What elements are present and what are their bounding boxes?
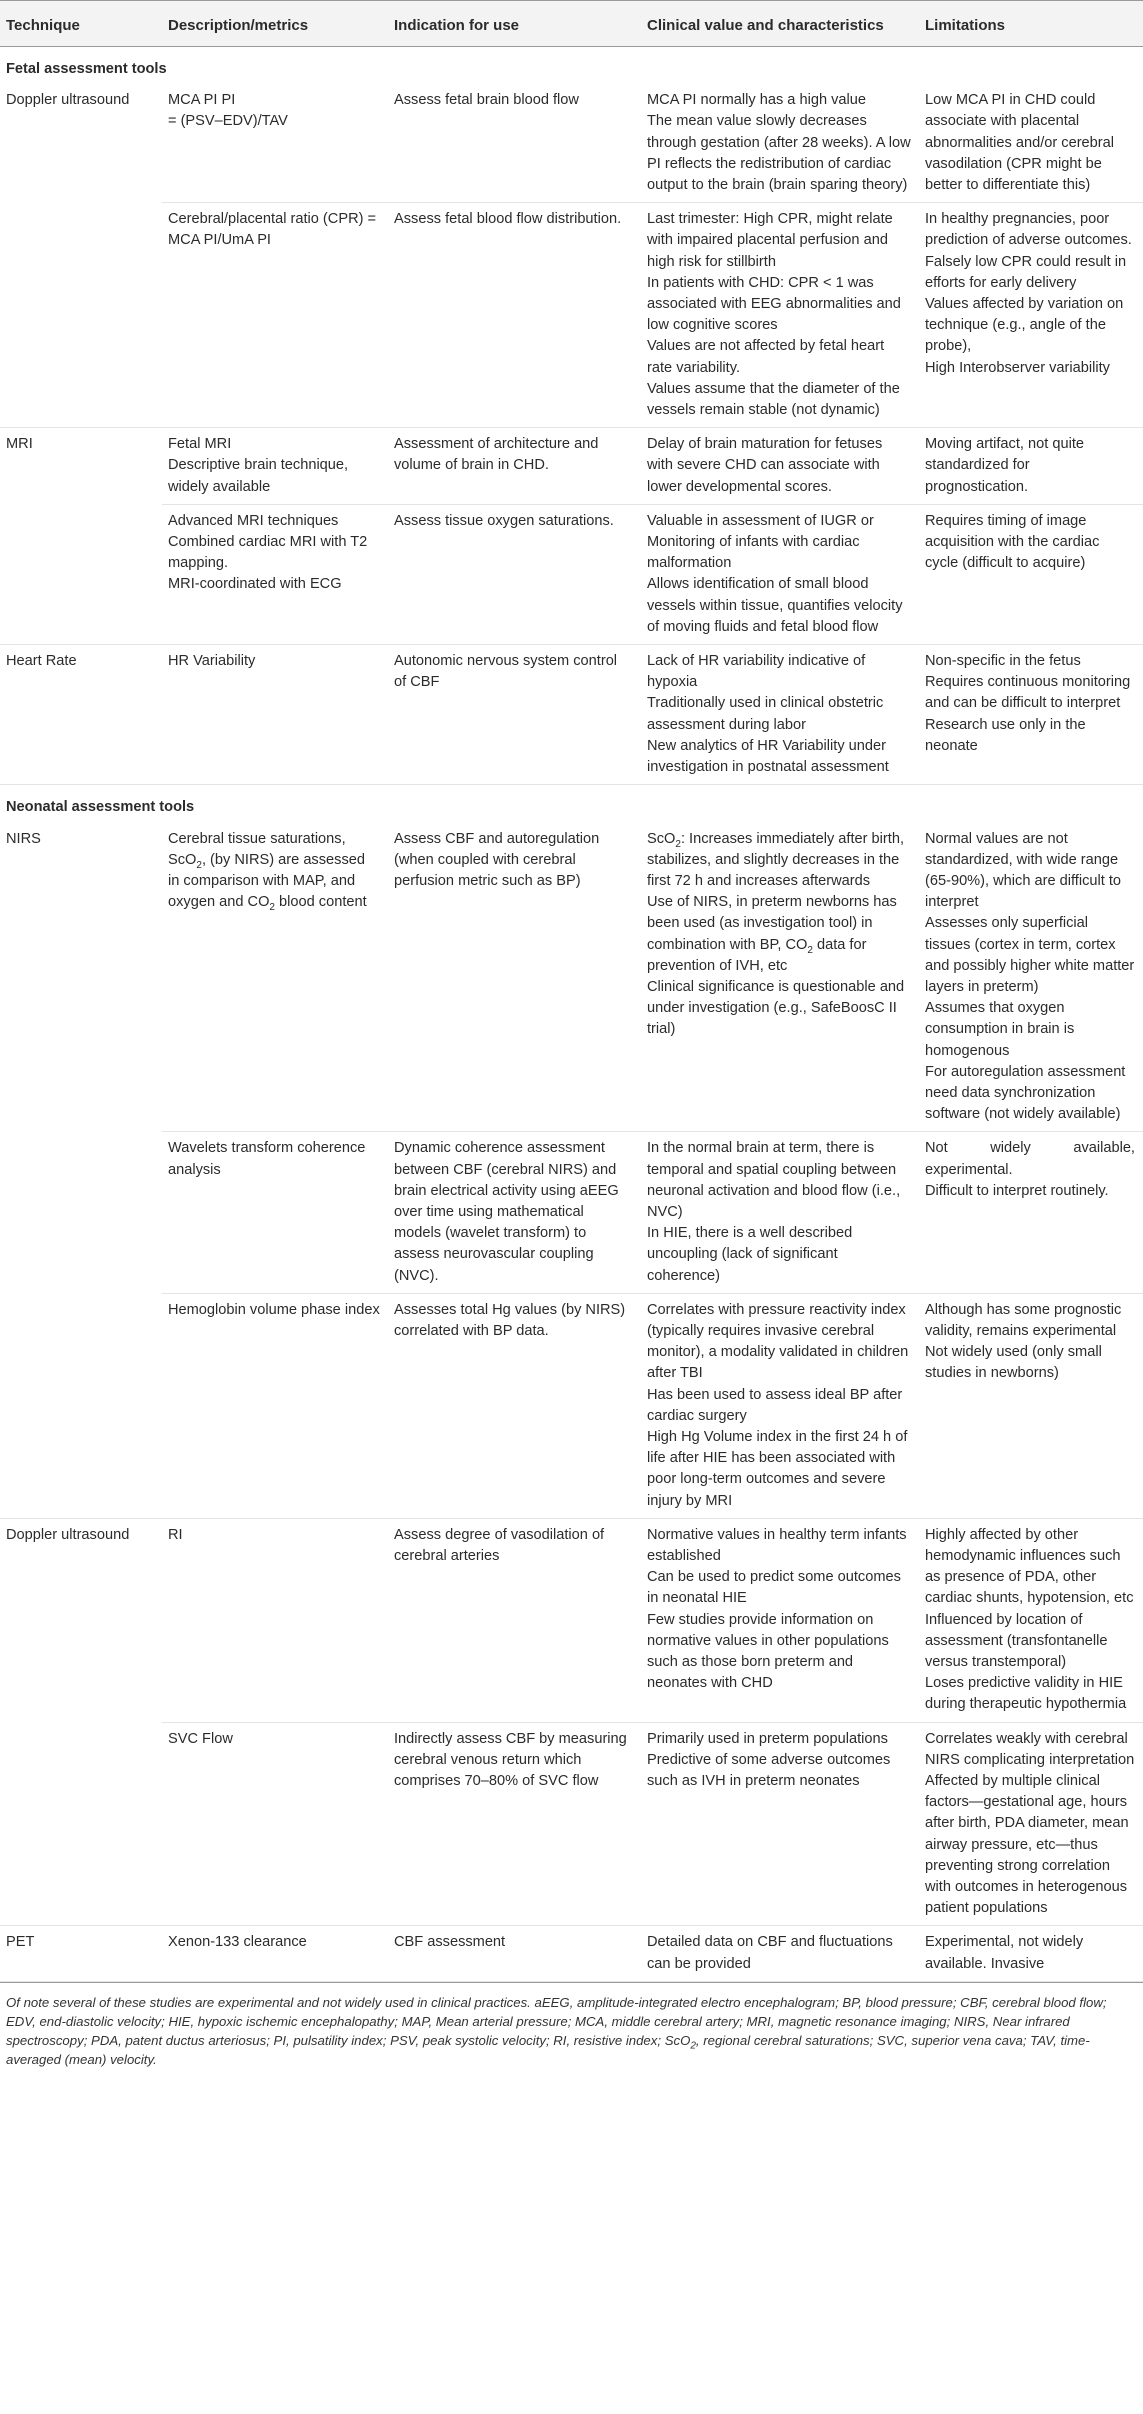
technique-cell <box>0 203 162 428</box>
table-body <box>0 47 1143 1982</box>
cell-line: New analytics of HR Variability under investigation in postnatal assessment <box>647 737 889 776</box>
table-row <box>0 1293 1143 1518</box>
indication-cell <box>388 823 641 1132</box>
technique-cell: Doppler ultrasound <box>6 1526 130 1543</box>
technique-cell: Heart Rate <box>0 645 162 785</box>
cell-line: Not widely available, experimental. <box>925 1140 1135 1178</box>
limitations-cell <box>919 645 1143 785</box>
cell-line: Fetal MRI <box>168 436 232 453</box>
cell-line: Correlates with pressure reactivity index (typically requires invasive cerebral monitor), a modality validated in children after TBI <box>647 1301 909 1382</box>
cell-line: = (PSV–EDV)/TAV <box>168 113 288 130</box>
cell-line: Assesses only superficial tissues (cortex in term, cortex and possibly higher white matter layers in preterm) <box>925 915 1135 995</box>
limitations-cell <box>919 1132 1143 1293</box>
cell-line: Moving artifact, not quite standardized for prognostication. <box>925 436 1084 495</box>
indication-cell <box>388 1926 641 1981</box>
cell-line: High Hg Volume index in the first 24 h of life after HIE has been associated with poor long-term outcomes and severe injury by MRI <box>647 1428 908 1509</box>
header-limitations: Limitations <box>919 1 1143 47</box>
cell-line: Valuable in assessment of IUGR or Monitoring of infants with cardiac malformation <box>647 512 874 572</box>
cell-line: Assess CBF and autoregulation <box>394 830 600 847</box>
cell-line: Not widely used (only small studies in newborns) <box>925 1344 1102 1382</box>
cell-line: Non-specific in the fetus <box>925 653 1081 670</box>
cell-line: Indirectly assess CBF by measuring cerebral venous return which comprises 70–80% of SVC flow <box>394 1730 627 1790</box>
cell-line: Although has some prognostic validity, remains experimental <box>925 1301 1122 1339</box>
cell-line: Lack of HR variability indicative of hypoxia <box>647 653 866 691</box>
cell-line: High Interobserver variability <box>925 359 1110 376</box>
limitations-cell <box>919 1926 1143 1981</box>
cell-line: Experimental, not widely available. Invasive <box>925 1934 1084 1972</box>
cell-line: Detailed data on CBF and fluctuations can be provided <box>647 1934 893 1972</box>
cell-line: Assessment of architecture and volume of brain in CHD. <box>394 436 599 474</box>
indication-cell <box>388 1132 641 1293</box>
clinical-value-cell <box>641 504 919 644</box>
clinical-value-cell <box>641 203 919 428</box>
cell-line: Can be used to predict some outcomes in neonatal HIE <box>647 1569 901 1607</box>
cell-line: Cerebral/placental ratio (CPR) = MCA PI/UmA PI <box>168 211 377 249</box>
technique-cell: MRI <box>6 436 33 453</box>
description-cell <box>162 1518 388 1722</box>
table-header-row <box>0 1 1143 47</box>
cell-line: MCA PI PI <box>168 92 236 109</box>
cell-line: Cerebral tissue saturations, ScO$_2$, (by NIRS) are assessed in comparison with MAP, and oxygen and $CO_2$ blood content <box>168 830 367 914</box>
section-header-row <box>0 47 1143 85</box>
cell-line: Loses predictive validity in HIE during therapeutic hypothermia <box>925 1675 1127 1713</box>
cell-line: Predictive of some adverse outcomes such as IVH in preterm neonates <box>647 1751 891 1790</box>
cell-line: MCA PI normally has a high value <box>647 92 867 109</box>
description-cell <box>162 84 388 203</box>
table-row <box>0 428 1143 505</box>
cell-line: Descriptive brain technique, widely available <box>168 457 349 495</box>
table-row <box>0 1132 1143 1293</box>
cell-line: Normal values are not standardized, with wide range (65-90%), which are difficult to interpret <box>925 830 1122 911</box>
clinical-value-cell <box>641 1926 919 1981</box>
cell-line: Values are not affected by fetal heart rate variability. <box>647 338 885 376</box>
indication-cell <box>388 645 641 785</box>
clinical-value-cell <box>641 1132 919 1293</box>
table-row <box>0 1518 1143 1722</box>
table-row <box>0 1722 1143 1926</box>
cell-line: Advanced MRI techniques Combined cardiac MRI with T2 mapping. <box>168 512 368 572</box>
cell-line: Normative values in healthy term infants established <box>647 1526 907 1564</box>
cell-line: SVC Flow <box>168 1730 233 1747</box>
technique-cell <box>0 504 162 644</box>
cell-line: Difficult to interpret routinely. <box>925 1182 1109 1199</box>
cell-line: Clinical significance is questionable and under investigation (e.g., SafeBoosC II trial) <box>647 978 905 1038</box>
cell-line: Autonomic nervous system control of CBF <box>394 653 618 691</box>
cell-line: Assesses total Hg values (by NIRS) correlated with BP data. <box>394 1301 626 1339</box>
limitations-cell <box>919 504 1143 644</box>
indication-cell <box>388 428 641 505</box>
technique-cell <box>0 1722 162 1926</box>
table-row <box>0 84 1143 203</box>
cell-line: Assess fetal blood flow distribution. <box>394 211 622 228</box>
clinical-value-cell <box>641 428 919 505</box>
limitations-cell <box>919 428 1143 505</box>
section-title: Fetal assessment tools <box>6 61 167 77</box>
cell-line: HR Variability <box>168 653 256 670</box>
cell-line: Values assume that the diameter of the vessels remain stable (not dynamic) <box>647 380 900 419</box>
description-cell <box>162 1132 388 1293</box>
indication-cell <box>388 1293 641 1518</box>
section-title: Neonatal assessment tools <box>6 799 195 816</box>
cell-line: Few studies provide information on normative values in other populations such as those born preterm and neonates with CHD <box>647 1611 889 1692</box>
cell-line: Correlates weakly with cerebral NIRS complicating interpretation <box>925 1730 1135 1768</box>
table-row <box>0 504 1143 644</box>
cell-line: Hemoglobin volume phase index <box>168 1301 380 1318</box>
cell-line: Traditionally used in clinical obstetric assessment during labor <box>647 695 884 733</box>
cell-line: (when coupled with cerebral perfusion metric such as BP) <box>394 851 581 889</box>
cell-line: Assess degree of vasodilation of cerebral arteries <box>394 1526 605 1564</box>
header-clinical-value: Clinical value and characteristics <box>641 1 919 47</box>
description-cell <box>162 428 388 505</box>
cell-line: Requires continuous monitoring and can be difficult to interpret <box>925 674 1131 712</box>
limitations-cell <box>919 1293 1143 1518</box>
indication-cell <box>388 84 641 203</box>
cell-line: Delay of brain maturation for fetuses with severe CHD can associate with lower developmental scores. <box>647 436 883 495</box>
cell-line: Wavelets transform coherence analysis <box>168 1140 366 1178</box>
limitations-cell <box>919 1722 1143 1926</box>
technique-cell: PET <box>0 1926 162 1981</box>
limitations-cell <box>919 203 1143 428</box>
cell-line: Last trimester: High CPR, might relate with impaired placental perfusion and high risk for stillbirth <box>647 211 893 270</box>
description-cell <box>162 1293 388 1518</box>
cell-line: In healthy pregnancies, poor prediction of adverse outcomes. <box>925 211 1132 249</box>
cell-line: ScO$_2$: Increases immediately after birth, stabilizes, and slightly decreases in the first 72 h and increases afterwards <box>647 830 904 889</box>
cell-line: Highly affected by other hemodynamic influences such as presence of PDA, other cardiac shunts, hypotension, etc <box>925 1526 1134 1607</box>
clinical-value-cell <box>641 1518 919 1722</box>
indication-cell <box>388 1722 641 1926</box>
description-cell <box>162 504 388 644</box>
cell-line: Dynamic coherence assessment between CBF (cerebral NIRS) and brain electrical activity using aEEG over time using mathematical models (wavelet transform) to assess neurovascular coupling (NVC). <box>394 1140 619 1284</box>
technique-cell <box>0 1132 162 1293</box>
cell-line: CBF assessment <box>394 1934 506 1951</box>
cell-line: Assess fetal brain blood flow <box>394 92 579 109</box>
cell-line: In the normal brain at term, there is temporal and spatial coupling between neuronal activation and blood flow (i.e., NVC) <box>647 1140 901 1220</box>
section-header-row <box>0 785 1143 823</box>
cell-line: Low MCA PI in CHD could associate with placental abnormalities and/or cerebral vasodilation (CPR might be better to differentiate this) <box>925 92 1115 194</box>
limitations-cell <box>919 84 1143 203</box>
table-row <box>0 823 1143 1132</box>
clinical-value-cell <box>641 645 919 785</box>
cell-line: Xenon-133 clearance <box>168 1934 307 1951</box>
cell-line: Research use only in the neonate <box>925 716 1086 754</box>
cell-line: In HIE, there is a well described uncoupling (lack of significant coherence) <box>647 1225 853 1284</box>
description-cell <box>162 1926 388 1981</box>
header-technique: Technique <box>0 1 162 47</box>
cell-line: Influenced by location of assessment (transfontanelle versus transtemporal) <box>925 1611 1108 1671</box>
cell-line: The mean value slowly decreases through gestation (after 28 weeks). A low PI reflects the redistribution of cardiac output to the brain (brain sparing theory) <box>647 113 911 194</box>
description-cell <box>162 203 388 428</box>
description-cell <box>162 823 388 1132</box>
clinical-value-cell <box>641 84 919 203</box>
cell-line: Use of NIRS, in preterm newborns has been used (as investigation tool) in combination with BP, $CO_2$ data for prevention of IVH, etc <box>647 894 897 974</box>
header-indication: Indication for use <box>388 1 641 47</box>
cell-line: Has been used to assess ideal BP after cardiac surgery <box>647 1386 903 1424</box>
cell-line: For autoregulation assessment need data synchronization software (not widely available) <box>925 1063 1126 1123</box>
cell-line: Assumes that oxygen consumption in brain is homogenous <box>925 1000 1075 1059</box>
technique-cell: Doppler ultrasound <box>6 92 130 109</box>
table-row <box>0 203 1143 428</box>
indication-cell <box>388 504 641 644</box>
cell-line: MRI-coordinated with ECG <box>168 576 342 593</box>
table-footnote: Of note several of these studies are experimental and not widely used in clinical practices. aEEG, amplitude-integrated electro encephalogram; BP, blood pressure; CBF, cerebral blood flow; EDV, end-diastolic velocity; HIE, hypoxic ischemic encephalopathy; MAP, Mean arterial pressure; MCA, middle cerebral artery; MRI, magnetic resonance imaging; NIRS, Near infrared spectroscopy; PDA, patent ductus arteriosus; PI, pulsatility index; PSV, peak systolic velocity; RI, resistive index; ScO$_2$, regional cerebral saturations; SVC, superior vena cava; TAV, time-averaged (mean) velocity. <box>0 1982 1143 2069</box>
cell-line: Requires timing of image acquisition with the cardiac cycle (difficult to acquire) <box>925 512 1100 572</box>
technique-cell: NIRS <box>6 830 41 847</box>
description-cell <box>162 1722 388 1926</box>
cell-line: RI <box>168 1526 183 1543</box>
clinical-value-cell <box>641 1722 919 1926</box>
cell-line: Values affected by variation on technique (e.g., angle of the probe), <box>925 296 1124 355</box>
cell-line: Affected by multiple clinical factors—gestational age, hours after birth, PDA diameter, mean airway pressure, etc—thus preventing strong correlation with outcomes in heterogenous patient populations <box>925 1773 1129 1917</box>
cell-line: Primarily used in preterm populations <box>647 1730 888 1747</box>
cell-line: Falsely low CPR could result in efforts for early delivery <box>925 253 1127 291</box>
cell-line: Assess tissue oxygen saturations. <box>394 512 614 529</box>
cell-line: Allows identification of small blood vessels within tissue, quantifies velocity of moving fluids and fetal blood flow <box>647 576 903 635</box>
indication-cell <box>388 203 641 428</box>
clinical-value-cell <box>641 823 919 1132</box>
limitations-cell <box>919 1518 1143 1722</box>
table-row <box>0 645 1143 785</box>
limitations-cell <box>919 823 1143 1132</box>
indication-cell <box>388 1518 641 1722</box>
cell-line: In patients with CHD: CPR < 1 was associated with EEG abnormalities and low cognitive scores <box>647 274 901 334</box>
header-description: Description/metrics <box>162 1 388 47</box>
table-row <box>0 1926 1143 1981</box>
clinical-value-cell <box>641 1293 919 1518</box>
description-cell <box>162 645 388 785</box>
technique-cell <box>0 1293 162 1518</box>
